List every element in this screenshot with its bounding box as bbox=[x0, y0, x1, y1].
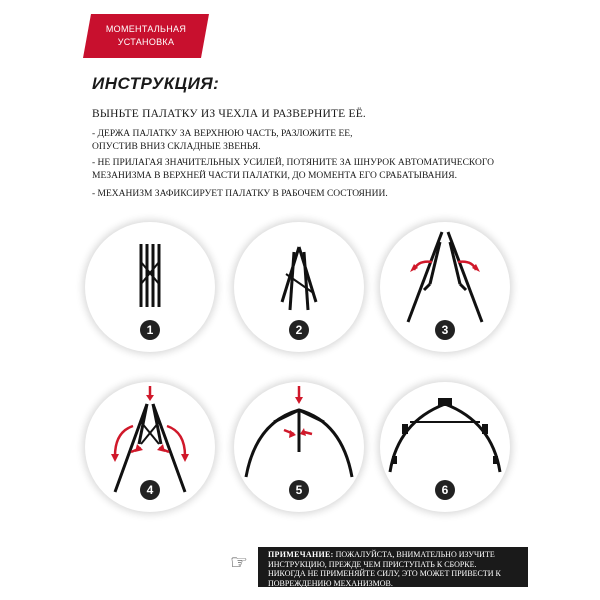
note-line-2: ИНСТРУКЦИЮ, ПРЕЖДЕ ЧЕМ ПРИСТУПАТЬ К СБОРКЕ. bbox=[268, 559, 477, 569]
note-line-3: НИКОГДА НЕ ПРИМЕНЯЙТЕ СИЛУ, ЭТО МОЖЕТ ПРИВЕСТИ К bbox=[268, 569, 501, 578]
step-text-2: ОПУСТИВ ВНИЗ СКЛАДНЫЕ ЗВЕНЬЯ. bbox=[92, 142, 261, 152]
installation-badge bbox=[83, 14, 209, 58]
pointing-hand-icon: ☞ bbox=[230, 552, 248, 574]
step-number-3: 3 bbox=[435, 320, 455, 340]
note-box bbox=[258, 547, 528, 587]
step-circle-5 bbox=[234, 382, 364, 512]
step-text-4: МЕЗАНИЗМА В ВЕРХНЕЙ ЧАСТИ ПАЛАТКИ, ДО МОМЕНТА ЕГО СРАБАТЫВАНИЯ. bbox=[92, 171, 457, 181]
step-circle-4 bbox=[85, 382, 215, 512]
step-circle-6 bbox=[380, 382, 510, 512]
step-text-5: - МЕХАНИЗМ ЗАФИКСИРУЕТ ПАЛАТКУ В РАБОЧЕМ СОСТОЯНИИ. bbox=[92, 189, 388, 199]
step-circle-2 bbox=[234, 222, 364, 352]
step-text-3: - НЕ ПРИЛАГАЯ ЗНАЧИТЕЛЬНЫХ УСИЛЕЙ, ПОТЯНИТЕ ЗА ШНУРОК АВТОМАТИЧЕСКОГО bbox=[92, 158, 495, 168]
step-circle-3 bbox=[380, 222, 510, 352]
step-number-4: 4 bbox=[140, 480, 160, 500]
note-label: ПРИМЕЧАНИЕ: bbox=[268, 550, 334, 559]
step-number-2: 2 bbox=[289, 320, 309, 340]
page-title: ИНСТРУКЦИЯ: bbox=[92, 74, 220, 93]
step-text-1: - ДЕРЖА ПАЛАТКУ ЗА ВЕРХНЮЮ ЧАСТЬ, РАЗЛОЖИТЕ ЕЕ, bbox=[92, 129, 353, 139]
step-number-1: 1 bbox=[140, 320, 160, 340]
step-number-5: 5 bbox=[289, 480, 309, 500]
instruction-heading: ВЫНЬТЕ ПАЛАТКУ ИЗ ЧЕХЛА И РАЗВЕРНИТЕ ЕЁ. bbox=[92, 108, 367, 120]
badge-text bbox=[83, 23, 209, 49]
note-line-1: ПОЖАЛУЙСТА, ВНИМАТЕЛЬНО ИЗУЧИТЕ bbox=[335, 550, 495, 559]
badge-line-1: МОМЕНТАЛЬНАЯ bbox=[105, 24, 187, 34]
note-line-4: ПОВРЕЖДЕНИЮ МЕХАНИЗМОВ. bbox=[268, 578, 393, 588]
badge-line-2: УСТАНОВКА bbox=[117, 37, 175, 47]
step-number-6: 6 bbox=[435, 480, 455, 500]
step-circle-1 bbox=[85, 222, 215, 352]
